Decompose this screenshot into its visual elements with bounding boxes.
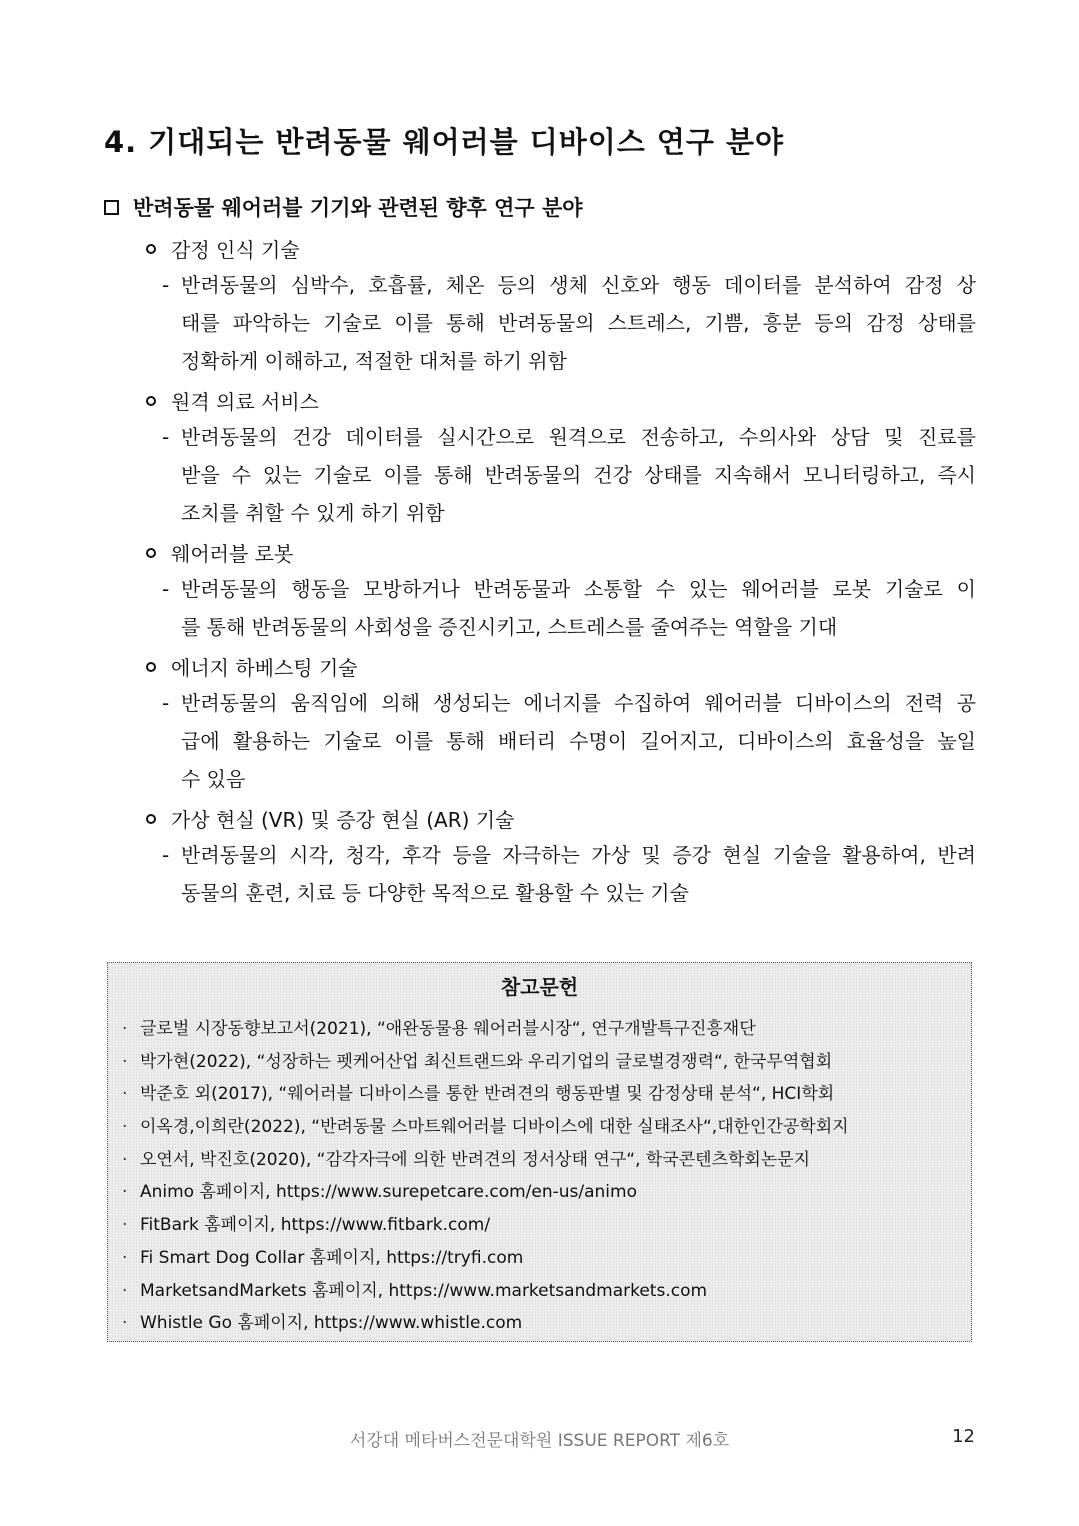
topic-title-energy-harvesting: 에너지 하베스팅 기술 — [146, 652, 358, 681]
topic-desc-emotion — [162, 266, 976, 380]
middle-dot-bullet: · — [122, 1084, 128, 1105]
topic-title-robot: 웨어러블 로봇 — [146, 538, 293, 567]
middle-dot-bullet: · — [122, 1247, 128, 1268]
reference-item: · 글로벌 시장동향보고서(2021), “애완동물용 웨어러블시장“, 연구개발특구진흥재단 — [122, 1013, 849, 1046]
middle-dot-bullet: · — [122, 1313, 128, 1334]
dash-bullet: - — [162, 273, 170, 297]
desc-line: 동물의 훈련, 치료 등 다양한 목적으로 활용할 수 있는 기술 — [181, 881, 689, 905]
publication-name: 서강대 메타버스전문대학원 ISSUE REPORT 제6호 — [349, 1431, 730, 1451]
desc-line: 를 통해 반려동물의 사회성을 증진시키고, 스트레스를 줄여주는 역할을 기대 — [181, 615, 838, 639]
middle-dot-bullet: · — [122, 1051, 128, 1072]
hollow-circle-bullet-icon — [146, 662, 156, 672]
reference-item: · 박가현(2022), “성장하는 펫케어산업 최신트랜드와 우리기업의 글로벌경쟁력“, 한국무역협회 — [122, 1046, 849, 1079]
reference-item: · Animo 홈페이지, https://www.surepetcare.com/en-us/animo — [122, 1176, 849, 1209]
desc-line: 반려동물의 움직임에 의해 생성되는 에너지를 수집하여 웨어러블 디바이스의 전력 공 — [181, 691, 976, 715]
middle-dot-bullet: · — [122, 1117, 128, 1138]
desc-line: 받을 수 있는 기술로 이를 통해 반려동물의 건강 상태를 지속해서 모니터링하고, 즉시 — [181, 463, 976, 487]
middle-dot-bullet: · — [122, 1182, 128, 1203]
reference-item: · Fi Smart Dog Collar 홈페이지, https://tryfi.com — [122, 1242, 849, 1275]
middle-dot-bullet: · — [122, 1280, 128, 1301]
middle-dot-bullet: · — [122, 1149, 128, 1170]
hollow-circle-bullet-icon — [146, 396, 156, 406]
desc-line: 정확하게 이해하고, 적절한 대처를 하기 위함 — [181, 349, 567, 373]
desc-line: 반려동물의 시각, 청각, 후각 등을 자극하는 가상 및 증강 현실 기술을 활용하여, 반려 — [181, 843, 976, 867]
page-number: 12 — [952, 1426, 975, 1447]
dash-bullet: - — [162, 425, 170, 449]
topic-desc-energy-harvesting — [162, 684, 976, 798]
hollow-circle-bullet-icon — [146, 548, 156, 558]
page-footer — [0, 1426, 1079, 1452]
references-box — [107, 962, 972, 1342]
section-title: 4. 기대되는 반려동물 웨어러블 디바이스 연구 분야 — [104, 125, 785, 159]
dash-bullet: - — [162, 577, 170, 601]
subheading — [104, 192, 583, 222]
checkbox-square-icon — [104, 200, 119, 215]
topic-desc-robot — [162, 570, 976, 646]
desc-line: 반려동물의 건강 데이터를 실시간으로 원격으로 전송하고, 수의사와 상담 및 진료를 — [181, 425, 976, 449]
topic-title-telemedicine: 원격 의료 서비스 — [146, 386, 319, 415]
desc-line: 반려동물의 심박수, 호흡률, 체온 등의 생체 신호와 행동 데이터를 분석하여 감정 상 — [181, 273, 976, 297]
reference-item: · 이옥경,이희란(2022), “반려동물 스마트웨어러블 디바이스에 대한 실태조사“,대한인간공학회지 — [122, 1111, 849, 1144]
reference-item: · 박준호 외(2017), “웨어러블 디바이스를 통한 반려견의 행동판별 및 감정상태 분석“, HCI학회 — [122, 1078, 849, 1111]
subheading-text: 반려동물 웨어러블 기기와 관련된 향후 연구 분야 — [133, 196, 583, 220]
desc-line: 수 있음 — [181, 767, 246, 791]
hollow-circle-bullet-icon — [146, 244, 156, 254]
hollow-circle-bullet-icon — [146, 814, 156, 824]
references-list — [122, 1013, 849, 1340]
desc-line: 태를 파악하는 기술로 이를 통해 반려동물의 스트레스, 기쁨, 흥분 등의 감정 상태를 — [181, 311, 976, 335]
reference-item: · MarketsandMarkets 홈페이지, https://www.marketsandmarkets.com — [122, 1275, 849, 1308]
reference-item: · Whistle Go 홈페이지, https://www.whistle.com — [122, 1307, 849, 1340]
reference-item: · 오연서, 박진호(2020), “감각자극에 의한 반려견의 정서상태 연구“, 학국콘텐츠학회논문지 — [122, 1144, 849, 1177]
topic-desc-telemedicine — [162, 418, 976, 532]
middle-dot-bullet: · — [122, 1019, 128, 1039]
dash-bullet: - — [162, 691, 170, 715]
desc-line: 급에 활용하는 기술로 이를 통해 배터리 수명이 길어지고, 디바이스의 효율성을 높일 — [181, 729, 976, 753]
reference-item: · FitBark 홈페이지, https://www.fitbark.com/ — [122, 1209, 849, 1242]
topic-title-emotion: 감정 인식 기술 — [146, 234, 300, 263]
middle-dot-bullet: · — [122, 1215, 128, 1236]
desc-line: 반려동물의 행동을 모방하거나 반려동물과 소통할 수 있는 웨어러블 로봇 기술로 이 — [181, 577, 976, 601]
desc-line: 조치를 취할 수 있게 하기 위함 — [181, 501, 445, 525]
references-title: 참고문헌 — [500, 975, 579, 999]
dash-bullet: - — [162, 843, 170, 867]
topic-desc-vr-ar — [162, 836, 976, 912]
topic-title-vr-ar: 가상 현실 (VR) 및 증강 현실 (AR) 기술 — [146, 804, 514, 833]
